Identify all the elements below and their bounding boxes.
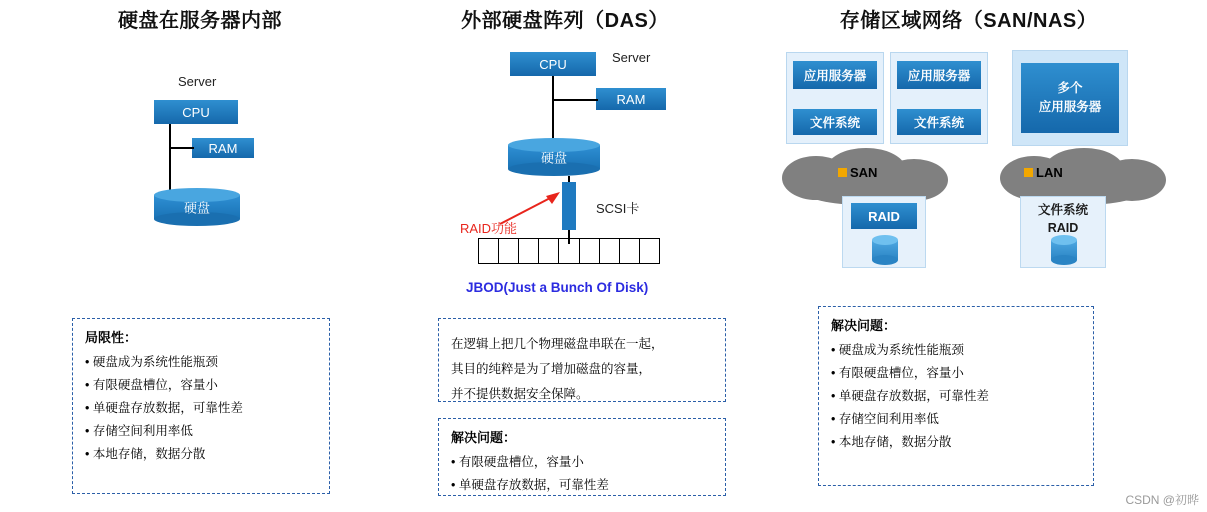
panel-3-raid-disk-icon [872, 235, 898, 265]
panel-3-note-item-4: • 存储空间利用率低 [831, 412, 939, 426]
panel-2-note [438, 418, 726, 496]
panel-2-note-item-2: • 单硬盘存放数据，可靠性差 [451, 478, 609, 492]
panel-3-fs-raid-disk-icon [1051, 235, 1077, 265]
san-bullet-icon [838, 168, 847, 177]
panel-3-note-item-3: • 单硬盘存放数据，可靠性差 [831, 389, 989, 403]
panel-3-app-server-1-top: 应用服务器 [793, 61, 877, 89]
panel-2-desc-note [438, 318, 726, 402]
panel-3-san-text: SAN [850, 165, 878, 180]
panel-2-jbod-label: JBOD(Just a Bunch Of Disk) [466, 280, 649, 295]
panel-1-note-title: 局限性： [85, 330, 138, 345]
panel-1-title: 硬盘在服务器内部 [118, 10, 282, 32]
panel-2-note-title: 解决问题： [451, 430, 517, 445]
panel-3-note [818, 306, 1094, 486]
panel-1-note-item-3: • 单硬盘存放数据，可靠性差 [85, 401, 243, 415]
panel-1-note-item-5: • 本地存储，数据分散 [85, 447, 206, 461]
panel-2-desc-line-1: 在逻辑上把几个物理磁盘串联在一起， [451, 337, 664, 351]
panel-2-server-label: Server [612, 50, 651, 65]
panel-3-note-item-1: • 硬盘成为系统性能瓶颈 [831, 343, 964, 357]
panel-das [400, 0, 730, 512]
panel-2-desc-line-3: 并不提供数据安全保障。 [451, 387, 589, 401]
panel-3-note-item-5: • 本地存储，数据分散 [831, 435, 952, 449]
panel-1-ram-box: RAM [192, 138, 254, 158]
panel-3-lan-label [1024, 165, 1063, 180]
panel-3-multi-line-2: 应用服务器 [1038, 100, 1102, 114]
panel-1-note [72, 318, 330, 494]
panel-3-fs-line-2: RAID [1047, 221, 1079, 236]
panel-internal-disk [0, 0, 400, 512]
panel-2-connector-trunk [552, 76, 554, 140]
lan-bullet-icon [1024, 168, 1033, 177]
panel-3-lan-text: LAN [1036, 165, 1063, 180]
panel-3-raid-box [842, 196, 926, 268]
panel-2-disk-label: 硬盘 [540, 150, 567, 166]
panel-1-note-item-2: • 有限硬盘槽位，容量小 [85, 378, 218, 392]
panel-3-fs-line-1: 文件系统 [1037, 203, 1088, 217]
panel-3-fs-raid-box [1020, 196, 1106, 268]
panel-2-disk-cylinder [508, 138, 600, 176]
panel-1-note-item-1: • 硬盘成为系统性能瓶颈 [85, 355, 218, 369]
panel-2-raid-function-label: RAID功能 [460, 221, 518, 236]
panel-1-cpu-box: CPU [154, 100, 238, 124]
panel-2-cpu-box: CPU [510, 52, 596, 76]
panel-1-connector-trunk [169, 124, 171, 196]
panel-3-multi-app-server [1012, 50, 1128, 146]
panel-3-app-server-1-bottom: 文件系统 [793, 109, 877, 135]
panel-san-nas [730, 0, 1207, 512]
panel-2-ram-box: RAM [596, 88, 666, 110]
panel-1-note-item-4: • 存储空间利用率低 [85, 424, 193, 438]
panel-1-connector-cpu-ram [170, 147, 194, 149]
panel-3-app-server-2 [890, 52, 988, 144]
panel-2-scsi-label: SCSI卡 [596, 201, 640, 216]
panel-2-connector-cpu-ram [552, 99, 598, 101]
panel-1-server-label: Server [178, 74, 217, 89]
panel-3-raid-label: RAID [851, 203, 917, 229]
panel-2-desc-line-2: 其目的纯粹是为了增加磁盘的容量， [451, 362, 652, 376]
panel-3-note-title: 解决问题： [831, 318, 897, 333]
panel-3-multi-line-1: 多个 [1057, 81, 1083, 96]
panel-3-app-server-1 [786, 52, 884, 144]
panel-2-jbod-slots [478, 238, 660, 264]
watermark: CSDN @初晔 [1125, 493, 1199, 507]
panel-2-note-item-1: • 有限硬盘槽位，容量小 [451, 455, 584, 469]
panel-1-disk-label: 硬盘 [183, 200, 210, 216]
panel-3-san-label [838, 165, 877, 180]
panel-3-note-item-2: • 有限硬盘槽位，容量小 [831, 366, 964, 380]
panel-1-disk-cylinder [154, 188, 240, 226]
panel-3-app-server-2-top: 应用服务器 [897, 61, 981, 89]
panel-2-title: 外部硬盘阵列（DAS） [461, 10, 669, 32]
panel-3-app-server-2-bottom: 文件系统 [897, 109, 981, 135]
panel-3-title: 存储区域网络（SAN/NAS） [839, 10, 1098, 32]
